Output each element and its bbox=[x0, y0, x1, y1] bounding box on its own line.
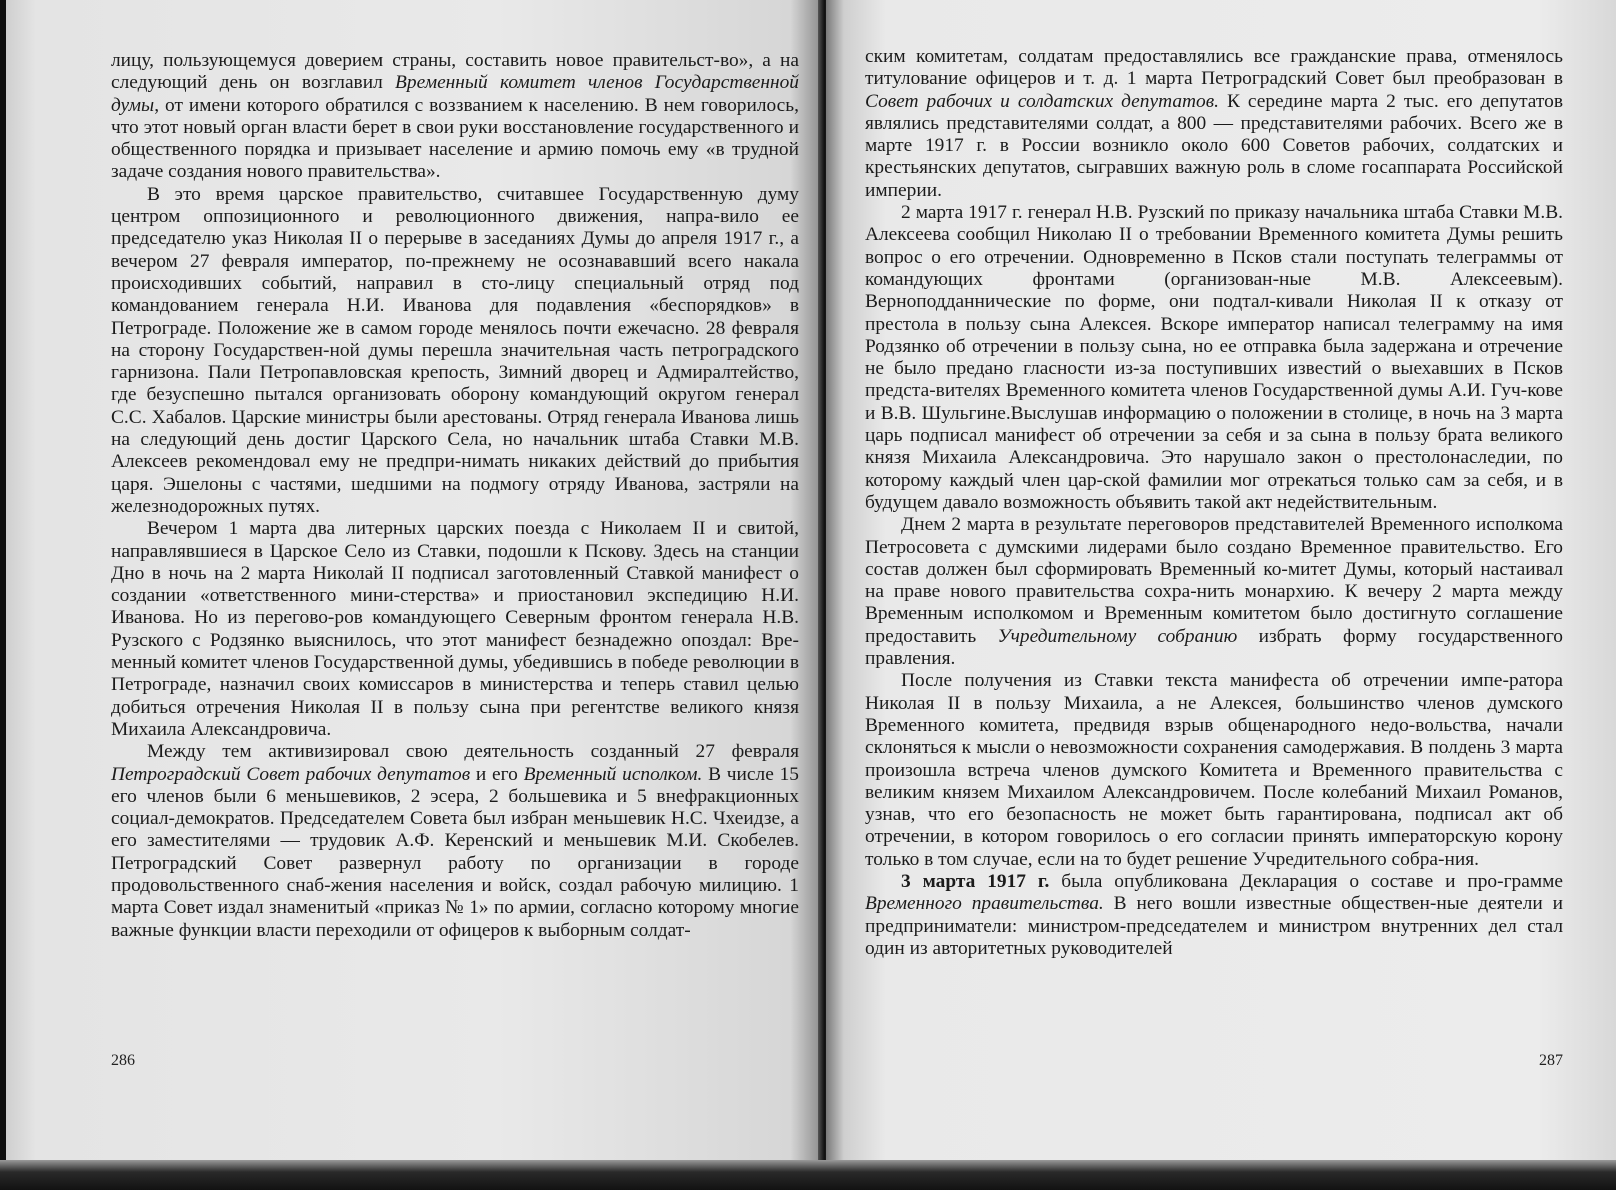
text-run: Днем 2 марта в результате переговоров представителей Временного исполкома Петросовета с думскими лидерами было создано Временное правительство. Его состав должен был сформировать Временный ко-митет Думы, который настаивал на праве нового правительства сохра-нить монархию. К вечеру 2 марта между Временным исполкомом и Временным комитетом было достигнуто соглашение предоставить bbox=[865, 514, 1563, 647]
text-run: лицу, пользующемуся доверием страны, составить новое правительст-во», а на следующий день он возглавил bbox=[111, 50, 799, 94]
left-page bbox=[6, 0, 823, 1168]
text-run: 3 марта 1917 г. bbox=[901, 870, 1050, 892]
left-paragraph bbox=[111, 741, 799, 942]
text-run: 2 марта 1917 г. генерал Н.В. Рузский по приказу начальника штаба Ставки М.В. Алексеева сообщил Николаю II о требовании Временного комитета Думы решить вопрос о его отречении. Одновременно в Псков стали поступать телеграммы от командующих фронтами (организован-ные М.В. Алексеевым). Верноподданнические по форме, они подтал-кивали Николая II к отказу от престола в пользу сына Алексея. Вскоре император написал телеграмму на имя Родзянко об отречении в пользу сына, но ее отправка была задержана и отречение не было предано гласности из-за поступивших известий о выехавших в Псков предста-вителях Временного комитета членов Государственной думы А.И. Гуч-кове и В.В. Шульгине.Выслушав информацию о положении в столице, в ночь на 3 марта царь подписал манифест об отречении за себя и за сына в пользу брата великого князя Михаила Александровича. Это нарушало закон о престолонаследии, по которому каждый член цар-ской фамилии мог отрекаться только сам за себя, и в будущем давало возможность объявить такой акт недействительным. bbox=[865, 202, 1563, 513]
text-run: Вечером 1 марта два литерных царских поезда с Николаем II и свитой, направлявшиеся в Царское Село из Ставки, подошли к Пскову. Здесь на станции Дно в ночь на 2 марта Николай II подписал заготовленный Ставкой манифест о создании «ответственного мини-стерства» и приостановил экспедицию Н.И. Иванова. Но из перегово-ров командующего Северным фронтом генерала Н.В. Рузского с Родзянко выяснилось, что этот манифест безнадежно опоздал: Вре-менный комитет членов Государственной думы, убедившись в победе революции в Петрограде, назначил своих комиссаров в министерства и теперь ставил целью добиться отречения Николая II в пользу сына при регентстве великого князя Михаила Александровича. bbox=[111, 518, 800, 740]
text-run: , от имени которого обратился с воззванием к населению. В нем говорилось, что этот новый орган власти берет в свои руки восстановление государственного и общественного порядка и призывает население и армию помочь ему «в трудной задаче создания нового правительства». bbox=[111, 94, 799, 183]
left-paragraph bbox=[111, 184, 799, 518]
text-run: была опубликована Декларация о составе и про-грамме bbox=[1049, 870, 1563, 892]
right-paragraph bbox=[865, 670, 1563, 871]
text-run: В числе 15 его членов были 6 меньшевиков, 2 эсера, 2 большевика и 5 внефракционных социал-демократов. Председателем Совета был избран меньшевик Н.С. Чхеидзе, а его заместителями — трудовик А.Ф. Керенский и меньшевик М.И. Скобелев. Петроградский Совет развернул работу по организации в городе продовольственного снаб-жения населения и войск, создал рабочую милицию. 1 марта Совет издал знаменитый «приказ № 1» по армии, согласно которому многие важные функции власти переходили от офицеров к выборным солдат- bbox=[111, 763, 799, 941]
text-run: избрать форму государственного правления. bbox=[865, 625, 1563, 670]
left-page-text bbox=[111, 50, 799, 942]
text-run: Между тем активизировал свою деятельность созданный 27 февраля bbox=[147, 741, 799, 763]
text-run: В это время царское правительство, считавшее Государственную думу центром оппозиционного и революционного движения, напра-вило ее председателю указ Николая II о перерыве в заседаниях Думы до апреля 1917 г., а вечером 27 февраля император, по-прежнему не осознававший всего накала происходивших событий, направил в сто-лицу специальный отряд под командованием генерала Н.И. Иванова для подавления «беспорядков» в Петрограде. Положение же в самом городе менялось почти ежечасно. 28 февраля на сторону Государствен-ной думы перешла значительная часть петроградского гарнизона. Пали Петропавловская крепость, Зимний дворец и Адмиралтейство, где безуспешно пытался организовать оборону командующий округом генерал С.С. Хабалов. Царские министры были арестованы. Отряд генерала Иванова лишь на следующий день достиг Царского Села, но начальник штаба Ставки М.В. Алексеев рекомендовал ему не предпри-нимать никаких действий до прибытия царя. Эшелоны с частями, шедшими на подмогу отряду Иванова, застряли на железнодорожных путях. bbox=[111, 183, 799, 517]
text-run: ским комитетам, солдатам предоставлялись все гражданские права, отменялось титулование офицеров и т. д. 1 марта Петроградский Совет был преобразован в bbox=[865, 46, 1563, 90]
right-paragraph bbox=[865, 514, 1563, 670]
left-paragraph bbox=[111, 518, 799, 741]
text-run: Временный комитет членов Государственной думы bbox=[111, 72, 799, 116]
right-paragraph bbox=[865, 46, 1563, 202]
page-bottom-edge bbox=[0, 1160, 1616, 1190]
text-run: Петроградский Совет рабочих депутатов bbox=[111, 763, 471, 785]
right-paragraph bbox=[865, 871, 1563, 960]
page-number-left: 286 bbox=[111, 1052, 135, 1069]
text-run: и его bbox=[470, 763, 524, 785]
right-paragraph bbox=[865, 202, 1563, 514]
left-paragraph bbox=[111, 50, 799, 184]
right-page bbox=[826, 0, 1616, 1168]
text-run: К середине марта 2 тыс. его депутатов являлись представителями солдат, а 800 — представителями рабочих. Всего же в марте 1917 г. в России возникло около 600 Советов рабочих, солдатских и крестьянских депутатов, сыгравших важную роль в сломе госаппарата Российской империи. bbox=[865, 90, 1563, 201]
text-run: Временного правительства. bbox=[865, 893, 1104, 915]
page-number-right: 287 bbox=[1539, 1052, 1563, 1069]
text-run: Совет рабочих и солдатских депутатов. bbox=[865, 90, 1219, 112]
text-run: После получения из Ставки текста манифеста об отречении импе-ратора Николая II в пользу Михаила, а не Алексея, большинство членов думского Временного комитета, предвидя взрыв общенародного недо-вольства, начали склоняться к мысли о невозможности сохранения самодержавия. В полдень 3 марта произошла встреча членов думского Комитета и Временного правительства с великим князем Михаилом Александровичем. После колебаний Михаил Романов, узнав, что его безопасность не может быть гарантирована, подписал акт об отречении, в котором говорилось о его согласии принять императорскую корону только в том случае, если на то будет решение Учредительного собра-ния. bbox=[865, 670, 1563, 870]
text-run: Временный исполком. bbox=[523, 763, 703, 785]
text-run: Учредительному собранию bbox=[997, 625, 1238, 647]
text-run: В него вошли известные обществен-ные деятели и предприниматели: министром-председателем и министром внутренних дел стал один из авторитетных руководителей bbox=[865, 893, 1563, 959]
right-page-text bbox=[865, 46, 1563, 960]
